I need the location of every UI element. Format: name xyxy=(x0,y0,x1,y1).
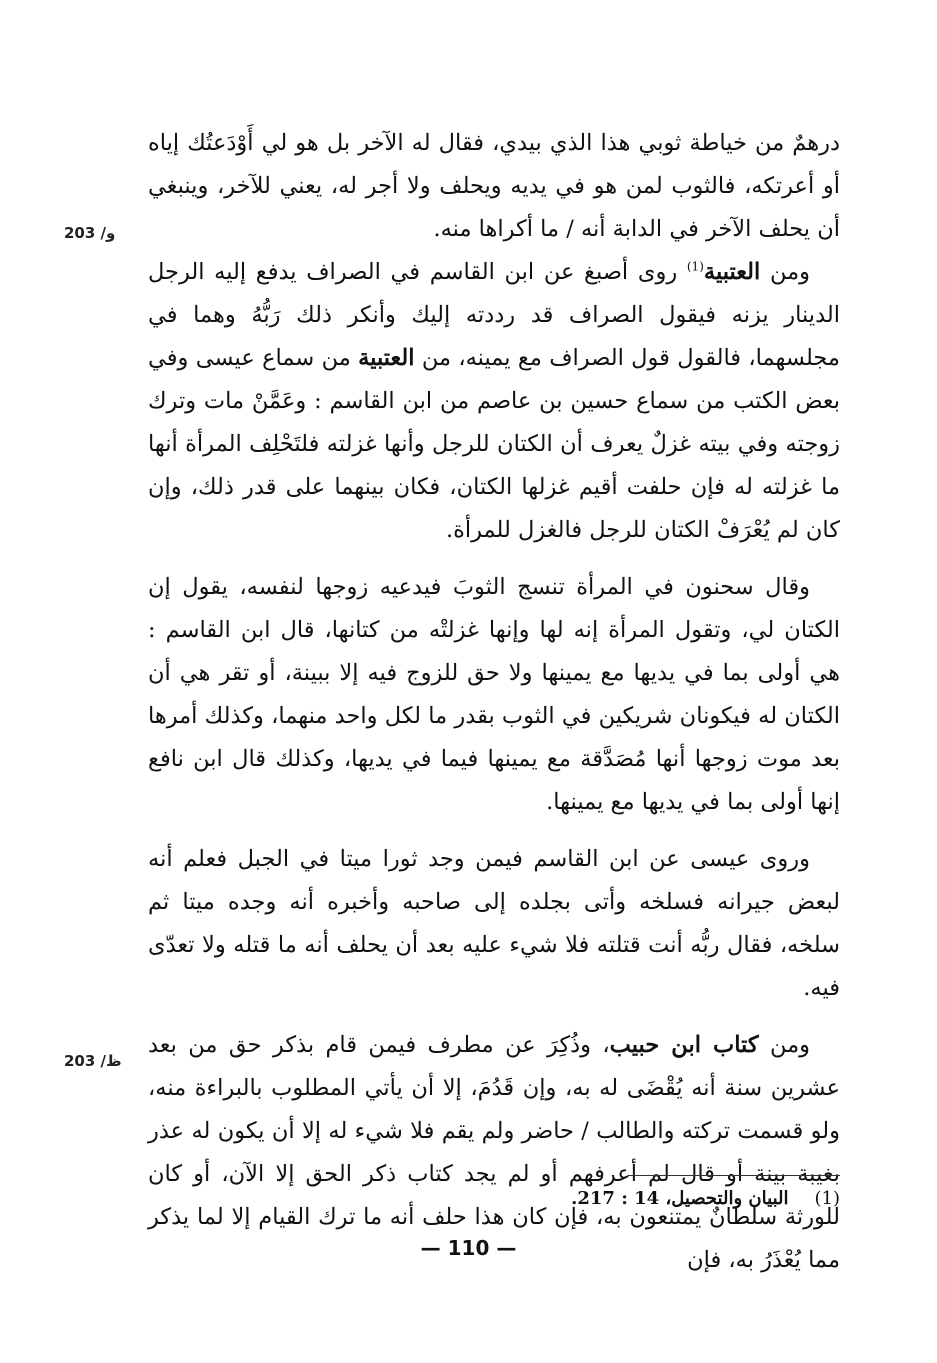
footnote-number: (1) xyxy=(814,1188,840,1209)
page-number: — 110 — xyxy=(420,1236,517,1260)
margin-folio-note: 203 /و xyxy=(64,224,116,242)
paragraph: وروى عيسى عن ابن القاسم فيمن وجد ثورا ميتا في الجبل فعلم أنه لبعض جيرانه فسلخه وأتى بجلده إلى صاحبه وأخبره أنه وجده ميتا ثم سلخه، فقال ربُّه أنت قتلته فلا شيء عليه بعد أن يحلف أنه ما قتله ولا تعدّى فيه. xyxy=(148,846,840,1001)
footnote-separator xyxy=(628,1175,840,1176)
paragraph: ومن العتبية$^{(1)}$ روى أصبغ عن ابن القاسم في الصراف يدفع إليه الرجل الدينار يزنه فيقول الصراف قد رددته إليك وأنكر ذلك رَبُّهُ وهما في مجلسهما، فالقول قول الصراف مع يمينه، من العتبية من سماع عيسى وفي بعض الكتب من سماع حسين بن عاصم من ابن القاسم : وعَمَّنْ مات وترك زوجته وفي بيته غزلٌ يعرف أن الكتان للرجل وأنها غزلته فلتَحْلِف المرأة أنها ما غزلته له فإن حلفت أقيم غزلها الكتان، فكان بينهما على قدر ذلك، وإن كان لم يُعْرَفْ الكتان للرجل فالغزل للمرأة. xyxy=(148,259,840,543)
source-title: العتبية xyxy=(358,345,415,371)
footnote-marker: (1) xyxy=(686,259,704,274)
footnote xyxy=(400,1184,840,1214)
paragraph: درهمٌ من خياطة ثوبي هذا الذي بيدي، فقال له الآخر بل هو لي أَوْدَعتُك إياه أو أعرتكه، فالثوب لمن هو في يديه ويحلف ولا أجر له، يعني للآخر، وينبغي أن يحلف الآخر في الدابة أنه / ما أكراها منه. xyxy=(148,130,840,242)
footnote-text: البيان والتحصيل، 14 : 217. xyxy=(571,1188,789,1209)
source-title: العتبية xyxy=(703,259,761,285)
margin-folio-note: 203 /ظ xyxy=(64,1052,122,1070)
body-text xyxy=(148,122,840,1282)
paragraph: وقال سحنون في المرأة تنسج الثوبَ فيدعيه زوجها لنفسه، يقول إن الكتان لي، وتقول المرأة إنه لها وإنها غزلتْه من كتانها، قال ابن القاسم : هي أولى بما في يديها مع يمينها ولا حق للزوج فيه إلا ببينة، أو تقر هي أن الكتان له فيكونان شريكين في الثوب بقدر ما لكل واحد منهما، وكذلك أمرها بعد موت زوجها أنها مُصَدَّقة مع يمينها فيما في يديها، وكذلك قال ابن نافع إنها أولى بما في يديها مع يمينها. xyxy=(148,574,840,815)
paragraph: ومن كتاب ابن حبيب، وذُكِرَ عن مطرف فيمن قام بذكر حق من بعد عشرين سنة أنه يُقْضَى له به، وإن قَدُمَ، إلا أن يأتي المطلوب بالبراءة منه، ولو قسمت تركته والطالب / حاضر ولم يقم فلا شيء له إلا أن يكون له عذر بغيبة بينة أو قال لم أعرفهم أو لم يجد كتاب ذكر الحق إلا الآن، أو كان للورثة سلطانٌ يمتنعون به، فإن كان هذا حلف أنه ما ترك القيام إلا لما يذكر مما يُعْذَرُ به، فإن xyxy=(148,1032,840,1273)
source-title: كتاب ابن حبيب xyxy=(609,1032,759,1058)
